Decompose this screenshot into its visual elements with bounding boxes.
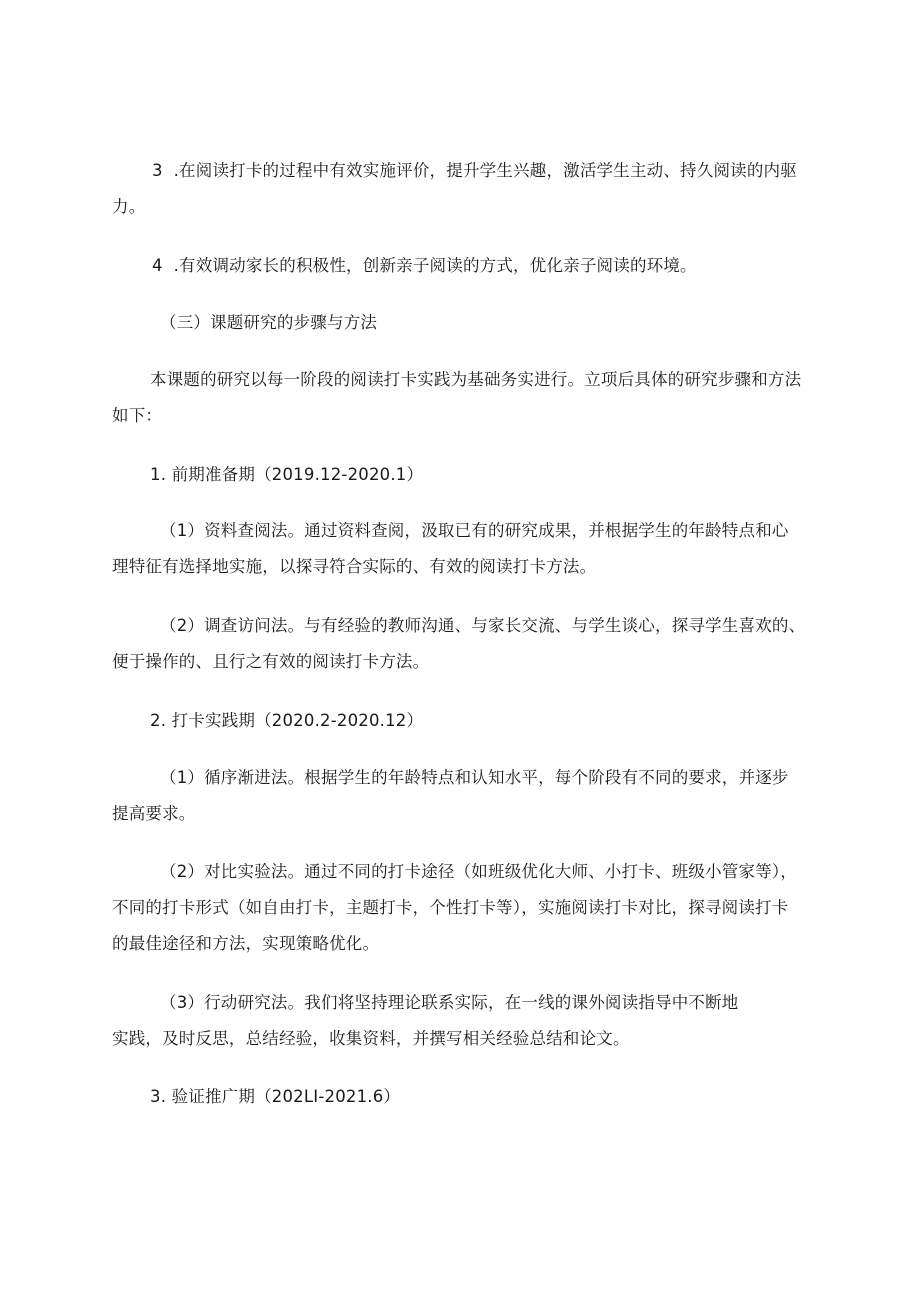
item-4-number: 4	[152, 256, 163, 275]
phase-2-method-1-line-1: （1）循序渐进法。根据学生的年龄特点和认知水平，每个阶段有不同的要求，并逐步	[160, 768, 789, 787]
item-3-line-2: 力。	[112, 197, 146, 216]
phase-2-method-3-line-1: （3）行动研究法。我们将坚持理论联系实际，在一线的课外阅读指导中不断地	[160, 993, 739, 1012]
phase-2-method-2-line-1: （2）对比实验法。通过不同的打卡途径（如班级优化大师、小打卡、班级小管家等），	[160, 862, 798, 881]
intro-line-1: 本课题的研究以每一阶段的阅读打卡实践为基础务实进行。立项后具体的研究步骤和方法	[150, 370, 802, 389]
item-3-line-1	[152, 161, 797, 181]
item-4-text: .有效调动家长的积极性，创新亲子阅读的方式，优化亲子阅读的环境。	[173, 256, 697, 275]
phase-1-method-1-line-1: （1）资料查阅法。通过资料查阅，汲取已有的研究成果，并根据学生的年龄特点和心	[160, 521, 789, 540]
phase-2-method-3-line-2: 实践，及时反思，总结经验，收集资料，并撰写相关经验总结和论文。	[112, 1029, 630, 1048]
phase-1-method-2-line-2: 便于操作的、且行之有效的阅读打卡方法。	[112, 652, 430, 671]
item-3-number: 3	[152, 161, 163, 180]
phase-1-heading: 1. 前期准备期（2019.12-2020.1）	[150, 465, 424, 484]
item-4	[152, 256, 697, 276]
phase-1-method-2-line-1: （2）调查访问法。与有经验的教师沟通、与家长交流、与学生谈心，探寻学生喜欢的、	[160, 616, 806, 635]
phase-2-method-2-line-2: 不同的打卡形式（如自由打卡，主题打卡，个性打卡等），实施阅读打卡对比，探寻阅读打卡	[112, 898, 789, 917]
item-3-text: .在阅读打卡的过程中有效实施评价，提升学生兴趣，激活学生主动、持久阅读的内驱	[173, 161, 797, 180]
intro-line-2: 如下：	[112, 406, 163, 425]
section-heading: （三）课题研究的步骤与方法	[160, 313, 378, 332]
phase-3-heading: 3. 验证推广期（202LI-2021.6）	[150, 1087, 401, 1106]
phase-2-method-2-line-3: 的最佳途径和方法，实现策略优化。	[112, 934, 380, 953]
phase-2-method-1-line-2: 提高要求。	[112, 804, 196, 823]
phase-2-heading: 2. 打卡实践期（2020.2-2020.12）	[150, 711, 424, 730]
phase-1-method-1-line-2: 理特征有选择地实施，以探寻符合实际的、有效的阅读打卡方法。	[112, 557, 597, 576]
